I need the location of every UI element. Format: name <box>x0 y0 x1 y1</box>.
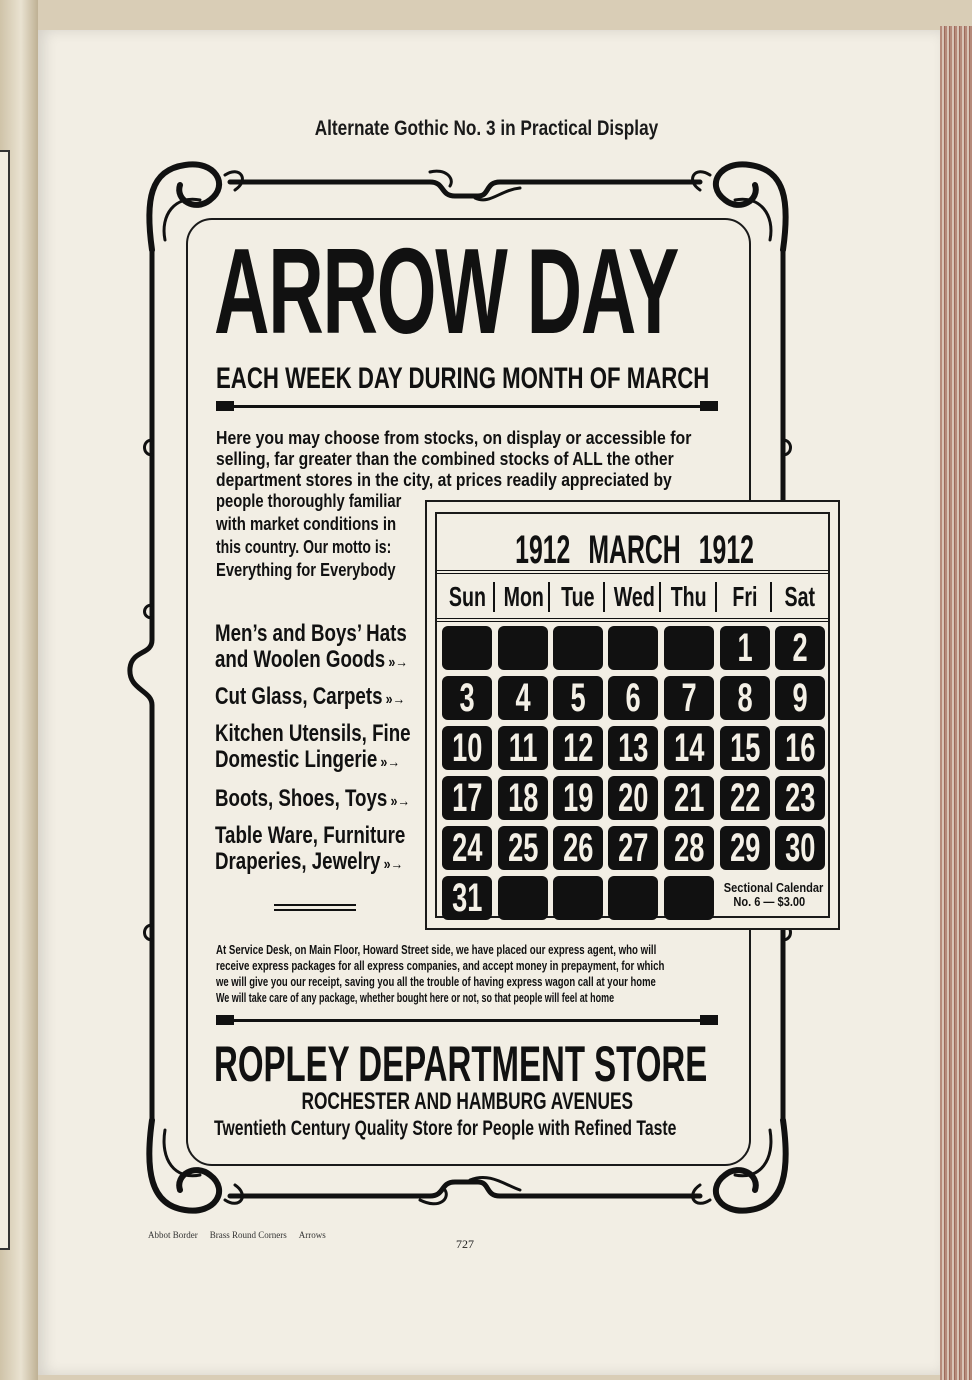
calendar-blank <box>664 876 714 920</box>
calendar-day: 7 <box>664 676 714 720</box>
weekday-divider <box>493 582 495 612</box>
calendar-day: 5 <box>553 676 603 720</box>
calendar <box>425 500 840 930</box>
double-rule <box>274 904 356 911</box>
calendar-day: 24 <box>442 826 492 870</box>
intro-line: Here you may choose from stocks, on display or accessible for <box>216 428 692 448</box>
calendar-note: Sectional Calendar No. 6 — $3.00 <box>723 880 824 909</box>
calendar-day: 2 <box>775 626 825 670</box>
calendar-day: 22 <box>720 776 770 820</box>
weekday-divider <box>770 582 772 612</box>
list-item: Kitchen Utensils, Fine <box>215 720 411 747</box>
weekday-divider <box>548 582 550 612</box>
weekday-label: Wed <box>613 581 655 612</box>
arrow-icon: »→ <box>380 754 400 771</box>
list-item: Cut Glass, Carpets »→ <box>215 683 406 710</box>
calendar-day: 17 <box>442 776 492 820</box>
calendar-day: 29 <box>720 826 770 870</box>
calendar-blank <box>442 626 492 670</box>
weekday-label: Mon <box>503 581 544 612</box>
bottom-rule <box>216 1019 718 1022</box>
calendar-blank <box>553 626 603 670</box>
weekday-label: Sat <box>784 581 816 612</box>
calendar-day: 26 <box>553 826 603 870</box>
list-item: Boots, Shoes, Toys »→ <box>215 785 410 812</box>
calendar-blank <box>608 626 658 670</box>
divider <box>437 570 828 574</box>
weekday-label: Fri <box>732 581 758 612</box>
calendar-day: 28 <box>664 826 714 870</box>
page-header-title: Alternate Gothic No. 3 in Practical Display <box>314 117 658 140</box>
store-name: ROPLEY DEPARTMENT STORE <box>214 1036 708 1092</box>
calendar-day: 4 <box>498 676 548 720</box>
calendar-blank <box>498 876 548 920</box>
ad-subheadline: EACH WEEK DAY DURING MONTH OF MARCH <box>216 362 710 395</box>
intro-line: Everything for Everybody <box>216 560 396 580</box>
list-item: Table Ware, Furniture <box>215 822 406 849</box>
intro-line: this country. Our motto is: <box>216 537 392 557</box>
intro-line: with market conditions in <box>216 514 397 534</box>
arrow-icon: »→ <box>388 654 408 671</box>
intro-line: department stores in the city, at prices readily appreciated by <box>216 470 672 490</box>
list-item: Domestic Lingerie »→ <box>215 746 400 773</box>
calendar-day: 20 <box>608 776 658 820</box>
calendar-day: 25 <box>498 826 548 870</box>
weekday-divider <box>715 582 717 612</box>
arrow-icon: »→ <box>385 691 406 708</box>
calendar-day: 30 <box>775 826 825 870</box>
calendar-blank <box>498 626 548 670</box>
weekday-label: Thu <box>671 581 707 612</box>
calendar-blank <box>553 876 603 920</box>
calendar-day: 10 <box>442 726 492 770</box>
intro-line: people thoroughly familiar <box>216 491 402 511</box>
calendar-day: 1 <box>720 626 770 670</box>
service-line: we will give you our receipt, saving you all the trouble of having express wagon call at your home <box>216 974 656 989</box>
list-item: and Woolen Goods »→ <box>215 646 408 673</box>
arrow-icon: »→ <box>383 856 404 873</box>
calendar-day: 3 <box>442 676 492 720</box>
type-credits: Abbot Border Brass Round Corners Arrows <box>148 1230 326 1240</box>
weekday-row <box>437 578 828 616</box>
intro-line: selling, far greater than the combined stocks of ALL the other <box>216 449 674 469</box>
store-address: ROCHESTER AND HAMBURG AVENUES <box>301 1088 633 1115</box>
top-rule <box>216 405 718 408</box>
service-line: We will take care of any package, whether bought here or not, so that people will feel at home <box>216 990 615 1005</box>
calendar-day: 14 <box>664 726 714 770</box>
calendar-day: 12 <box>553 726 603 770</box>
calendar-day: 27 <box>608 826 658 870</box>
calendar-day: 19 <box>553 776 603 820</box>
weekday-label: Tue <box>561 581 595 612</box>
calendar-day: 21 <box>664 776 714 820</box>
list-item: Draperies, Jewelry »→ <box>215 848 404 875</box>
calendar-day: 23 <box>775 776 825 820</box>
page-number: 727 <box>456 1237 474 1251</box>
calendar-day: 15 <box>720 726 770 770</box>
calendar-day: 8 <box>720 676 770 720</box>
calendar-heading: 1912 MARCH 1912 <box>515 528 754 572</box>
divider <box>437 618 828 622</box>
weekday-label: Sun <box>448 581 486 612</box>
weekday-divider <box>603 582 605 612</box>
calendar-day: 13 <box>608 726 658 770</box>
weekday-divider <box>659 582 661 612</box>
calendar-day: 11 <box>498 726 548 770</box>
calendar-day: 6 <box>608 676 658 720</box>
calendar-day: 31 <box>442 876 492 920</box>
calendar-blank <box>664 626 714 670</box>
calendar-day: 18 <box>498 776 548 820</box>
calendar-day: 9 <box>775 676 825 720</box>
list-item: Men’s and Boys’ Hats <box>215 620 407 647</box>
ad-headline: ARROW DAY <box>214 223 679 359</box>
store-tagline: Twentieth Century Quality Store for People with Refined Taste <box>214 1117 677 1140</box>
service-line: receive express packages for all express companies, and accept money in prepayment, for which <box>216 958 665 973</box>
calendar-day: 16 <box>775 726 825 770</box>
calendar-blank <box>608 876 658 920</box>
arrow-icon: »→ <box>390 793 410 810</box>
service-line: At Service Desk, on Main Floor, Howard Street side, we have placed our express agent, who will <box>216 942 657 957</box>
calendar-frame <box>435 512 830 918</box>
